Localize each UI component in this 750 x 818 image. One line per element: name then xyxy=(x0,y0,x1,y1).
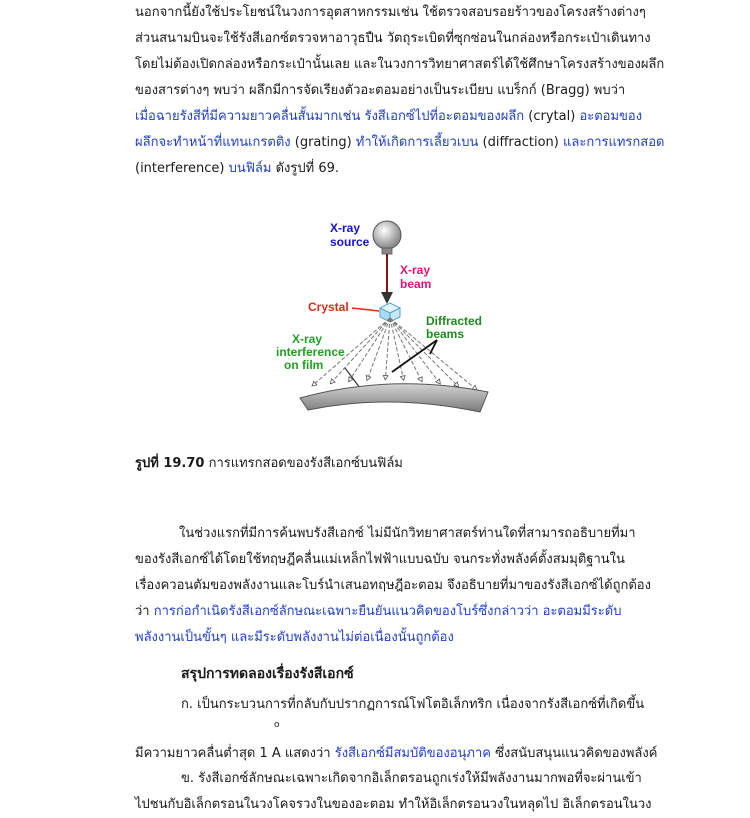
highlighted-text: พลังงานเป็นขั้นๆ และมีระดับพลังงานไม่ต่อเนื่องนั้นถูกต้อง xyxy=(135,630,454,645)
figure-caption-text: การแทรกสอดของรังสีเอกซ์บนฟิล์ม xyxy=(204,456,403,471)
text-segment: ของสารต่างๆ พบว่า ผลึกมีการจัดเรียงตัวอะตอมอย่างเป็นระเบียบ แบร็กก์ (Bragg) พบว่า xyxy=(135,83,626,98)
text-line xyxy=(135,0,660,26)
film-label-2: interference xyxy=(276,345,345,359)
text-segment: นอกจากนี้ยังใช้ประโยชน์ในวงการอุตสาหกรรมเช่น ใช้ตรวจสอบรอยร้าวของโครงสร้างต่างๆ xyxy=(135,5,646,20)
diffracted-beam-arrowhead xyxy=(330,379,335,384)
summary-text: มีความยาวคลื่นต่ำสุด 1 A xyxy=(135,746,281,761)
xray-source-label: X-ray xyxy=(330,221,361,235)
diffracted-beam-arrowhead xyxy=(400,376,405,381)
figure-caption xyxy=(135,452,403,473)
text-segment: ของรังสีเอกซ์ได้โดยใช้ทฤษฎีคลื่นแม่เหล็กไฟฟ้าแบบฉบับ จนกระทั่งพลังค์ตั้งสมมุติฐานใน xyxy=(135,552,625,567)
text-segment: (grating) xyxy=(290,135,356,150)
highlighted-text: ทำให้เกิดการเลี้ยวเบน xyxy=(355,135,479,150)
film-pointer-line xyxy=(345,368,360,388)
diffracted-beam xyxy=(385,318,390,380)
text-line xyxy=(135,130,665,156)
diffracted-beam-arrowhead xyxy=(436,379,441,384)
diffracted-beams-label: Diffracted xyxy=(426,314,483,328)
xray-beam-label-2: beam xyxy=(400,277,432,291)
crystal-pointer-line xyxy=(352,308,379,311)
diffracted-beam xyxy=(367,318,390,380)
summary-text: แสดงว่า xyxy=(280,746,335,761)
angstrom-ring: o xyxy=(274,720,280,730)
text-segment: ว่า xyxy=(135,604,154,619)
section-heading: สรุปการทดลองเรื่องรังสีเอกซ์ xyxy=(181,666,354,682)
text-segment: เรื่องควอนตัมของพลังงานและโบร์นำเสนอทฤษฎีอะตอม จึงอธิบายที่มาของรังสีเอกซ์ได้ถูกต้อง xyxy=(135,578,651,593)
text-line xyxy=(135,104,660,130)
text-line xyxy=(135,521,660,547)
text-line xyxy=(135,156,660,182)
paragraph-xray-uses xyxy=(135,0,665,182)
summary-line: ข. รังสีเอกซ์ลักษณะเฉพาะเกิดจากอิเล็กตรอนถูกเร่งให้มีพลังงานมากพอที่จะผ่านเข้า xyxy=(181,771,642,786)
text-line xyxy=(135,78,660,104)
figure-number: รูปที่ 19.70 xyxy=(135,456,205,471)
text-segment: ส่วนสนามบินจะใช้รังสีเอกซ์ตรวจหาอาวุธปืน วัตถุระเบิดที่ซุกซ่อนในกล่องหรือกระเป๋าเดินทาง xyxy=(135,31,651,46)
film-label-1: X-ray xyxy=(292,332,323,346)
text-line xyxy=(135,26,660,52)
text-segment: (diffraction) xyxy=(478,135,563,150)
xray-source-label-2: source xyxy=(330,235,370,249)
text-line xyxy=(135,52,665,78)
diffracted-beam xyxy=(390,318,422,382)
diffracted-beam-arrowhead xyxy=(418,377,422,382)
summary-line xyxy=(135,718,660,766)
diffracted-beam xyxy=(349,318,390,382)
text-segment: (crytal) xyxy=(524,109,580,124)
diffracted-beam-arrowhead xyxy=(383,375,388,380)
diffracted-beams-label-2: beams xyxy=(426,327,465,341)
paragraph-xray-origin xyxy=(135,521,660,651)
text-line xyxy=(135,547,660,573)
film-strip xyxy=(300,384,488,412)
diffraction-diagram xyxy=(276,210,590,440)
highlighted-text: เมื่อฉายรังสีที่มีความยาวคลื่นสั้นมากเช่น รังสีเอกซ์ไปที่อะตอมของผลึก xyxy=(135,109,525,124)
text-segment: (interference) xyxy=(135,161,229,176)
xray-source-bulb-icon xyxy=(373,221,401,254)
crystal-label: Crystal xyxy=(308,300,349,314)
summary-text: ซึ่งสนับสนุนแนวคิดของพลังค์ xyxy=(491,746,658,761)
text-line xyxy=(135,573,660,599)
text-segment: ในช่วงแรกที่มีการค้นพบรังสีเอกซ์ ไม่มีนักวิทยาศาสตร์ท่านใดที่สามารถอธิบายที่มา xyxy=(179,526,636,541)
summary-line: ก. เป็นกระบวนการที่กลับกับปรากฏการณ์โฟโตอิเล็กทริก เนื่องจากรังสีเอกซ์ที่เกิดขึ้น xyxy=(181,697,645,712)
diffracted-beam-arrowhead xyxy=(366,375,370,380)
highlighted-text: อะตอมของ xyxy=(579,109,643,124)
text-line xyxy=(135,599,660,625)
summary-highlight: รังสีเอกซ์มีสมบัติของอนุภาค xyxy=(334,746,491,761)
highlighted-text: การก่อกำเนิดรังสีเอกซ์ลักษณะเฉพาะยืนยันแนวคิดของโบร์ซึ่งกล่าวว่า อะตอมมีระดับ xyxy=(153,604,622,619)
film-label-3: on film xyxy=(284,358,324,372)
text-segment: ดังรูปที่ 69. xyxy=(271,161,340,176)
xray-diffraction-figure xyxy=(276,210,590,440)
text-line xyxy=(135,625,660,651)
highlighted-text: และการแทรกสอด xyxy=(563,135,665,150)
highlighted-text: บนฟิล์ม xyxy=(228,161,272,176)
summary-line: ไปชนกับอิเล็กตรอนในวงโคจรวงในของอะตอม ทำให้อิเล็กตรอนวงในหลุดไป อิเล็กตรอนในวง xyxy=(135,797,652,812)
paragraph-summary xyxy=(135,692,660,818)
highlighted-text: ผลึกจะทำหน้าที่แทนเกรตติง xyxy=(135,135,291,150)
xray-beam-label: X-ray xyxy=(400,263,431,277)
text-segment: โดยไม่ต้องเปิดกล่องหรือกระเป๋านั้นเลย และในวงการวิทยาศาสตร์ได้ใช้ศึกษาโครงสร้างของผลึก xyxy=(135,57,665,72)
